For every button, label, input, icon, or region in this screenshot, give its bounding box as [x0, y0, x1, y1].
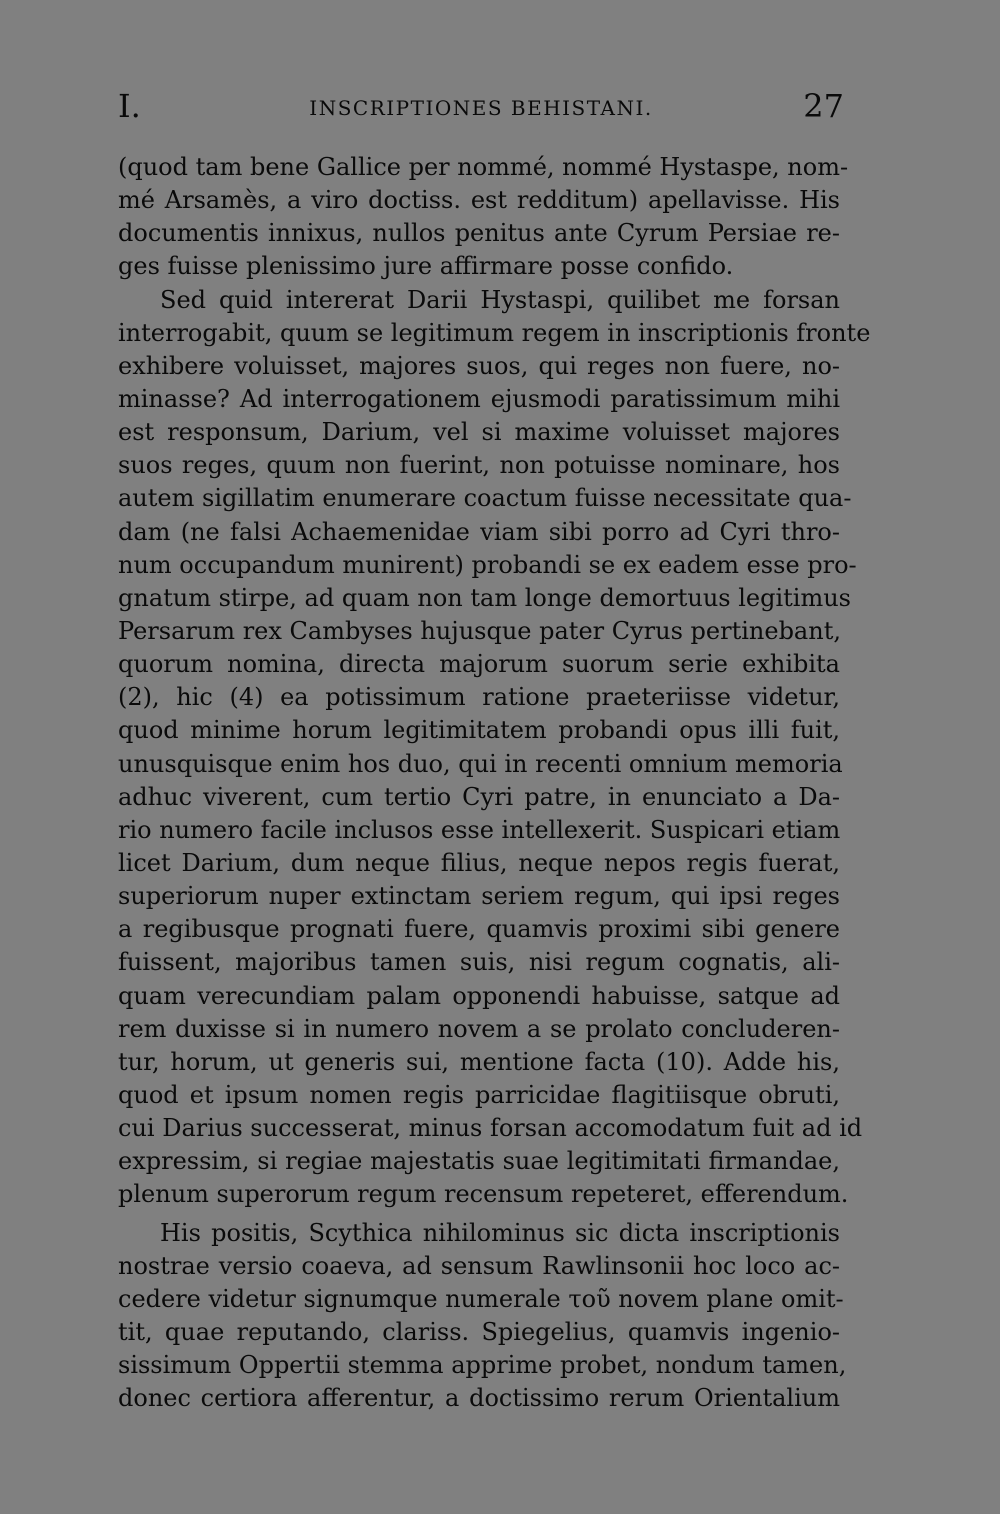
text-line: rio numero facile inclusos esse intellexerit. Suspicari etiam: [118, 815, 841, 844]
running-title: INSCRIPTIONES BEHISTANI.: [309, 96, 653, 120]
text-line: sissimum Oppertii stemma apprime probet, nondum tamen,: [118, 1351, 847, 1380]
paragraph-p1: [118, 151, 849, 284]
text-line: dam (ne falsi Achaemenidae viam sibi porro ad Cyri thro-: [118, 517, 840, 546]
text-line: adhuc viverent, cum tertio Cyri patre, in enunciato a Da-: [118, 782, 840, 811]
text-line: documentis innixus, nullos penitus ante Cyrum Persiae re-: [118, 219, 840, 248]
text-line: cedere videtur signumque numerale τοῦ novem plane omit-: [118, 1284, 844, 1313]
text-line: plenum superorum regum recensum repeteret, efferendum.: [118, 1180, 849, 1209]
text-line: est responsum, Darium, vel si maxime voluisset majores: [118, 418, 840, 447]
text-line: nostrae versio coaeva, ad sensum Rawlinsonii hoc loco ac-: [118, 1251, 840, 1280]
text-line: quam verecundiam palam opponendi habuisse, satque ad: [118, 981, 840, 1010]
text-line: cui Darius successerat, minus forsan accomodatum fuit ad id: [118, 1114, 863, 1143]
text-line: quod minime horum legitimitatem probandi opus illi fuit,: [118, 716, 840, 745]
text-line: (2), hic (4) ea potissimum ratione praeteriisse videtur,: [118, 683, 840, 712]
text-line: exhibere voluisset, majores suos, qui reges non fuere, no-: [118, 351, 840, 380]
text-line: quod et ipsum nomen regis parricidae flagitiisque obruti,: [118, 1080, 840, 1109]
text-line: quorum nomina, directa majorum suorum serie exhibita: [118, 650, 840, 679]
text-line: tur, horum, ut generis sui, mentione facta (10). Adde his,: [118, 1047, 840, 1076]
text-line: autem sigillatim enumerare coactum fuisse necessitate qua-: [118, 484, 852, 513]
text-line: interrogabit, quum se legitimum regem in inscriptionis fronte: [118, 318, 871, 347]
text-line: minasse? Ad interrogationem ejusmodi paratissimum mihi: [118, 384, 840, 413]
text-line: His positis, Scythica nihilominus sic dicta inscriptionis: [160, 1218, 840, 1247]
text-line: donec certiora afferentur, a doctissimo rerum Orientalium: [118, 1384, 840, 1413]
text-line: expressim, si regiae majestatis suae legitimitati firmandae,: [118, 1147, 840, 1176]
paragraph-p3: [118, 1217, 847, 1416]
text-line: num occupandum munirent) probandi se ex eadem esse pro-: [118, 550, 857, 579]
text-line: licet Darium, dum neque filius, neque nepos regis fuerat,: [118, 848, 840, 877]
page-number: 27: [803, 87, 844, 125]
section-number: I.: [118, 87, 141, 125]
body-text: [118, 151, 871, 1415]
text-line: unusquisque enim hos duo, qui in recenti omnium memoria: [118, 749, 843, 778]
text-line: (quod tam bene Gallice per nommé, nommé Hystaspe, nom-: [118, 153, 849, 181]
text-line: Sed quid intererat Darii Hystaspi, quilibet me forsan: [160, 285, 840, 314]
text-line: a regibusque prognati fuere, quamvis proximi sibi genere: [118, 915, 840, 944]
page-header: [118, 86, 844, 126]
text-line: superiorum nuper extinctam seriem regum, qui ipsi reges: [118, 882, 840, 911]
text-line: suos reges, quum non fuerint, non potuisse nominare, hos: [118, 451, 840, 480]
paragraph-p2: [118, 284, 871, 1212]
text-line: mé Arsamès, a viro doctiss. est redditum) apellavisse. His: [118, 186, 840, 215]
text-line: Persarum rex Cambyses hujusque pater Cyrus pertinebant,: [118, 616, 841, 645]
text-line: tit, quae reputando, clariss. Spiegelius, quamvis ingenio-: [118, 1317, 840, 1346]
text-line: rem duxisse si in numero novem a se prolato concluderen-: [118, 1014, 840, 1043]
text-line: ges fuisse plenissimo jure affirmare posse confido.: [118, 252, 734, 281]
text-line: fuissent, majoribus tamen suis, nisi regum cognatis, ali-: [118, 948, 840, 977]
text-line: gnatum stirpe, ad quam non tam longe demortuus legitimus: [118, 583, 851, 612]
